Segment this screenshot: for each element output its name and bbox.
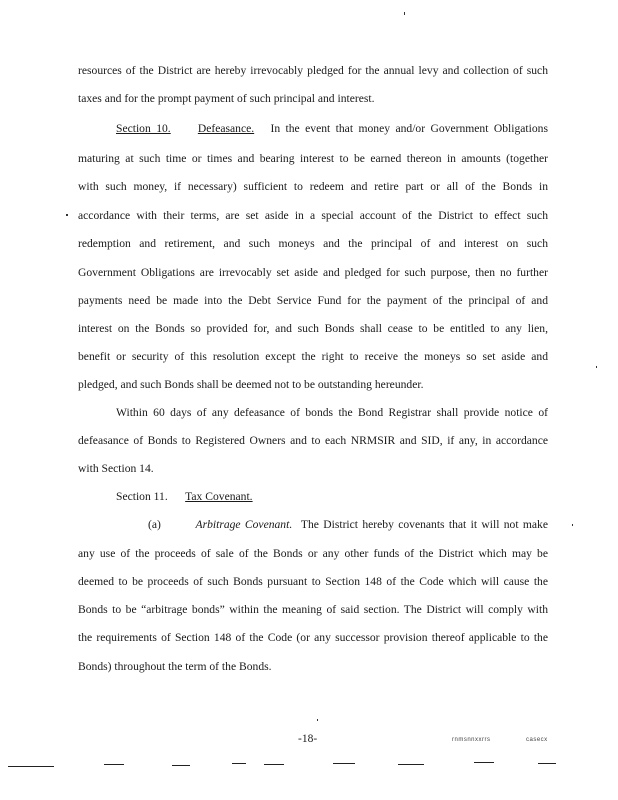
footer-doc-code: rnmsnnxxrrs [452,737,491,743]
text-line: Government Obligations are irrevocably set aside and pledged for such purpose, then no further [78,266,548,279]
subsection-a-title: Arbitrage Covenant. [195,518,293,531]
section-11-title: Tax Covenant. [185,490,253,503]
text-line: Bonds to be “arbitrage bonds” within the meaning of said section. The District will comply with [78,603,548,616]
text-line: with Section 14. [78,462,154,475]
scan-speck [596,366,597,368]
text-line: benefit or security of this resolution except the right to receive the moneys so set aside and [78,350,548,363]
scan-mark [8,766,54,767]
scan-mark [538,763,556,764]
section-10-title: Defeasance. [197,122,255,135]
section-10-heading [116,122,548,136]
subsection-a-heading [148,518,548,532]
page-number: -18- [298,733,318,745]
text-line: with such money, if necessary) sufficient to redeem and retire part or all of the Bonds in [78,180,548,193]
text-line: resources of the District are hereby irrevocably pledged for the annual levy and collection of such [78,64,548,77]
text-line: any use of the proceeds of sale of the Bonds or any other funds of the District which may be [78,547,548,560]
text-line: pledged, and such Bonds shall be deemed not to be outstanding hereunder. [78,378,424,391]
text-line: defeasance of Bonds to Registered Owners and to each NRMSIR and SID, if any, in accordance [78,434,548,447]
section-11-number: Section 11. [116,490,168,503]
scan-mark [172,765,190,766]
text-line: accordance with their terms, are set aside in a special account of the District to effect such [78,209,548,222]
text-line: maturing at such time or times and bearing interest to be earned thereon in amounts (together [78,152,548,165]
text-line: Bonds) throughout the term of the Bonds. [78,660,272,673]
scan-mark [333,763,355,764]
footer-doc-code-secondary: casecx [526,737,548,743]
section-11-heading [116,490,548,504]
scan-speck [572,524,573,526]
text-line: the requirements of Section 148 of the Code (or any successor provision thereof applicable to the [78,631,548,644]
scan-mark [398,764,424,765]
text-line: deemed to be proceeds of such Bonds pursuant to Section 148 of the Code which will cause the [78,575,548,588]
scan-mark [264,764,284,765]
scan-mark [104,764,124,765]
text-line: interest on the Bonds so provided for, and such Bonds shall cease to be entitled to any lien, [78,322,548,335]
section-10-number: Section 10. [116,122,171,135]
subsection-a-text: The District hereby covenants that it will not make [300,518,548,531]
text-line: Within 60 days of any defeasance of bonds the Bond Registrar shall provide notice of [116,406,548,419]
text-line: taxes and for the prompt payment of such principal and interest. [78,92,375,105]
scan-mark [232,763,246,764]
scan-speck [404,12,405,15]
text-line: redemption and retirement, and such moneys and the principal of and interest on such [78,237,548,250]
scan-mark [474,762,494,763]
scan-speck [66,214,68,216]
section-10-text: In the event that money and/or Government Obligations [270,122,548,135]
subsection-a-label: (a) [148,518,161,531]
scan-speck [317,719,318,721]
text-line: payments need be made into the Debt Service Fund for the payment of the principal of and [78,294,548,307]
